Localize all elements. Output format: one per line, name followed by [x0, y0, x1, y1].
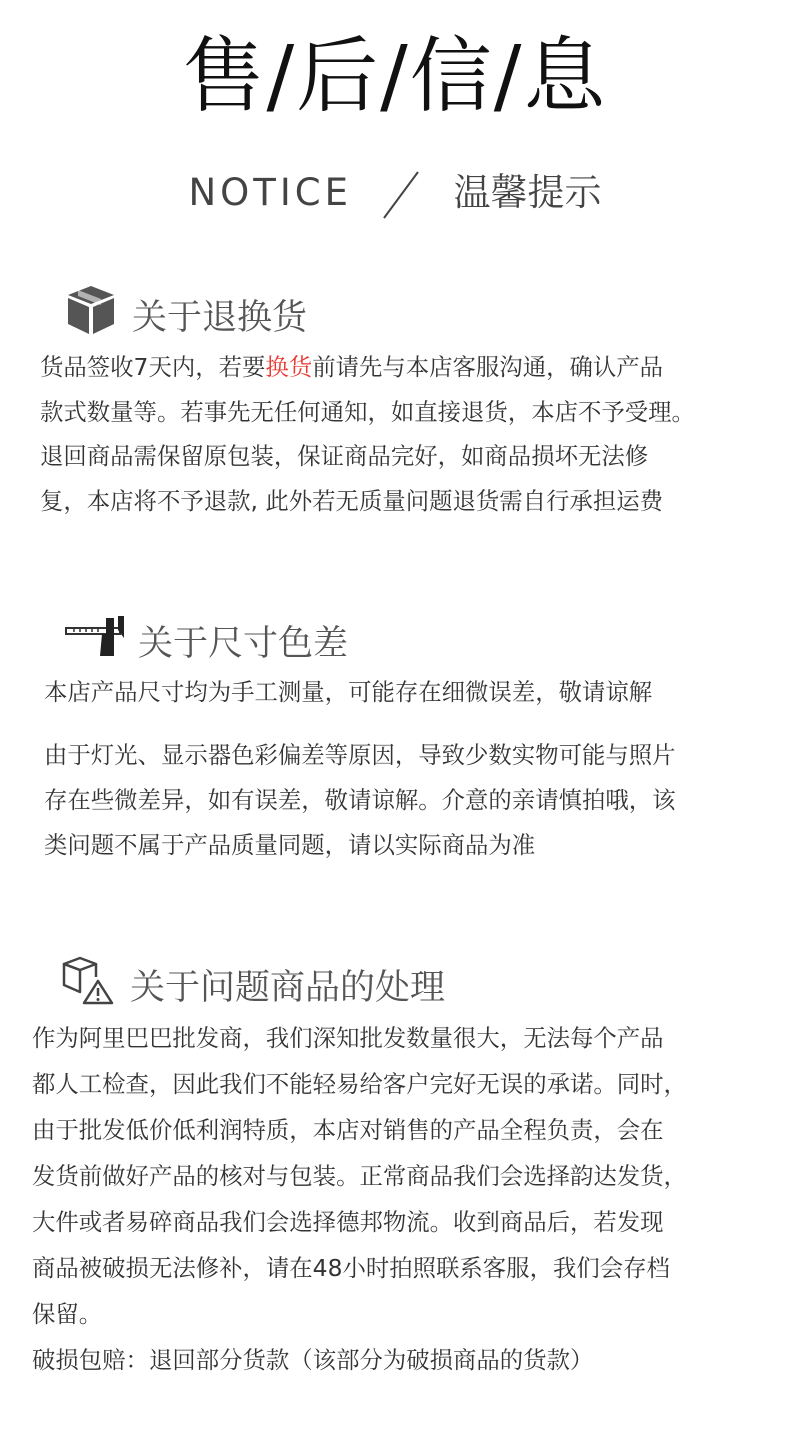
returns-line: 复，本店将不予退款, 此外若无质量问题退货需自行承担运费: [40, 486, 664, 515]
returns-line: 退回商品需保留原包装，保证商品完好，如商品损坏无法修: [40, 442, 649, 470]
damaged-box-warning-icon: [60, 955, 114, 1014]
section-returns-heading: [64, 284, 307, 345]
section-size-heading: [64, 614, 348, 667]
damaged-line: 保留。: [32, 1300, 103, 1328]
section-damaged-text: [32, 1015, 687, 1383]
page-title: 售/后/信/息: [182, 29, 608, 124]
returns-line-1b: 前请先与本店客服沟通，确认产品: [312, 353, 664, 381]
notice-cn: 温馨提示: [453, 171, 602, 214]
slash-divider: [378, 170, 424, 220]
size-line: 类问题不属于产品质量同题，请以实际商品为准: [44, 831, 536, 859]
section-size-text-1: 本店产品尺寸均为手工测量，可能存在细微误差，敬请谅解: [44, 678, 653, 706]
notice-subtitle: [0, 165, 790, 220]
damaged-line: 发货前做好产品的核对与包装。正常商品我们会选择韵达发货，: [32, 1162, 687, 1190]
section-damaged-title: 关于问题商品的处理: [130, 967, 446, 1008]
damaged-line: 由于批发低价低利润特质，本店对销售的产品全程负责，会在: [32, 1116, 664, 1144]
damaged-line: 破损包赔：退回部分货款（该部分为破损商品的货款）: [32, 1346, 594, 1374]
package-box-icon: [64, 284, 118, 345]
damaged-line: 都人工检查，因此我们不能轻易给客户完好无误的承诺。同时，: [32, 1070, 687, 1098]
returns-line: [40, 345, 695, 390]
returns-line: 款式数量等。若事先无任何通知，如直接退货，本店不予受理。: [40, 397, 695, 426]
damaged-line: 大件或者易碎商品我们会选择德邦物流。收到商品后，若发现: [32, 1208, 664, 1236]
section-returns-text: [40, 345, 695, 523]
section-size-text-2: [44, 733, 676, 868]
damaged-line: 商品被破损无法修补，请在48小时拍照联系客服，我们会存档: [32, 1254, 670, 1282]
size-line: 存在些微差异，如有误差，敬请谅解。介意的亲请慎拍哦，该: [44, 786, 676, 814]
size-line: 由于灯光、显示器色彩偏差等原因，导致少数实物可能与照片: [44, 741, 676, 769]
notice-en: NOTICE: [188, 171, 352, 214]
section-size-title: 关于尺寸色差: [138, 623, 349, 664]
caliper-icon: [64, 614, 126, 667]
returns-line-1a: 货品签收7天内，若要: [40, 353, 266, 381]
section-damaged-heading: [60, 955, 445, 1014]
section-returns-title: 关于退换货: [132, 297, 308, 338]
highlight-exchange: 换货: [265, 353, 313, 381]
damaged-line: 作为阿里巴巴批发商，我们深知批发数量很大，无法每个产品: [32, 1024, 664, 1052]
